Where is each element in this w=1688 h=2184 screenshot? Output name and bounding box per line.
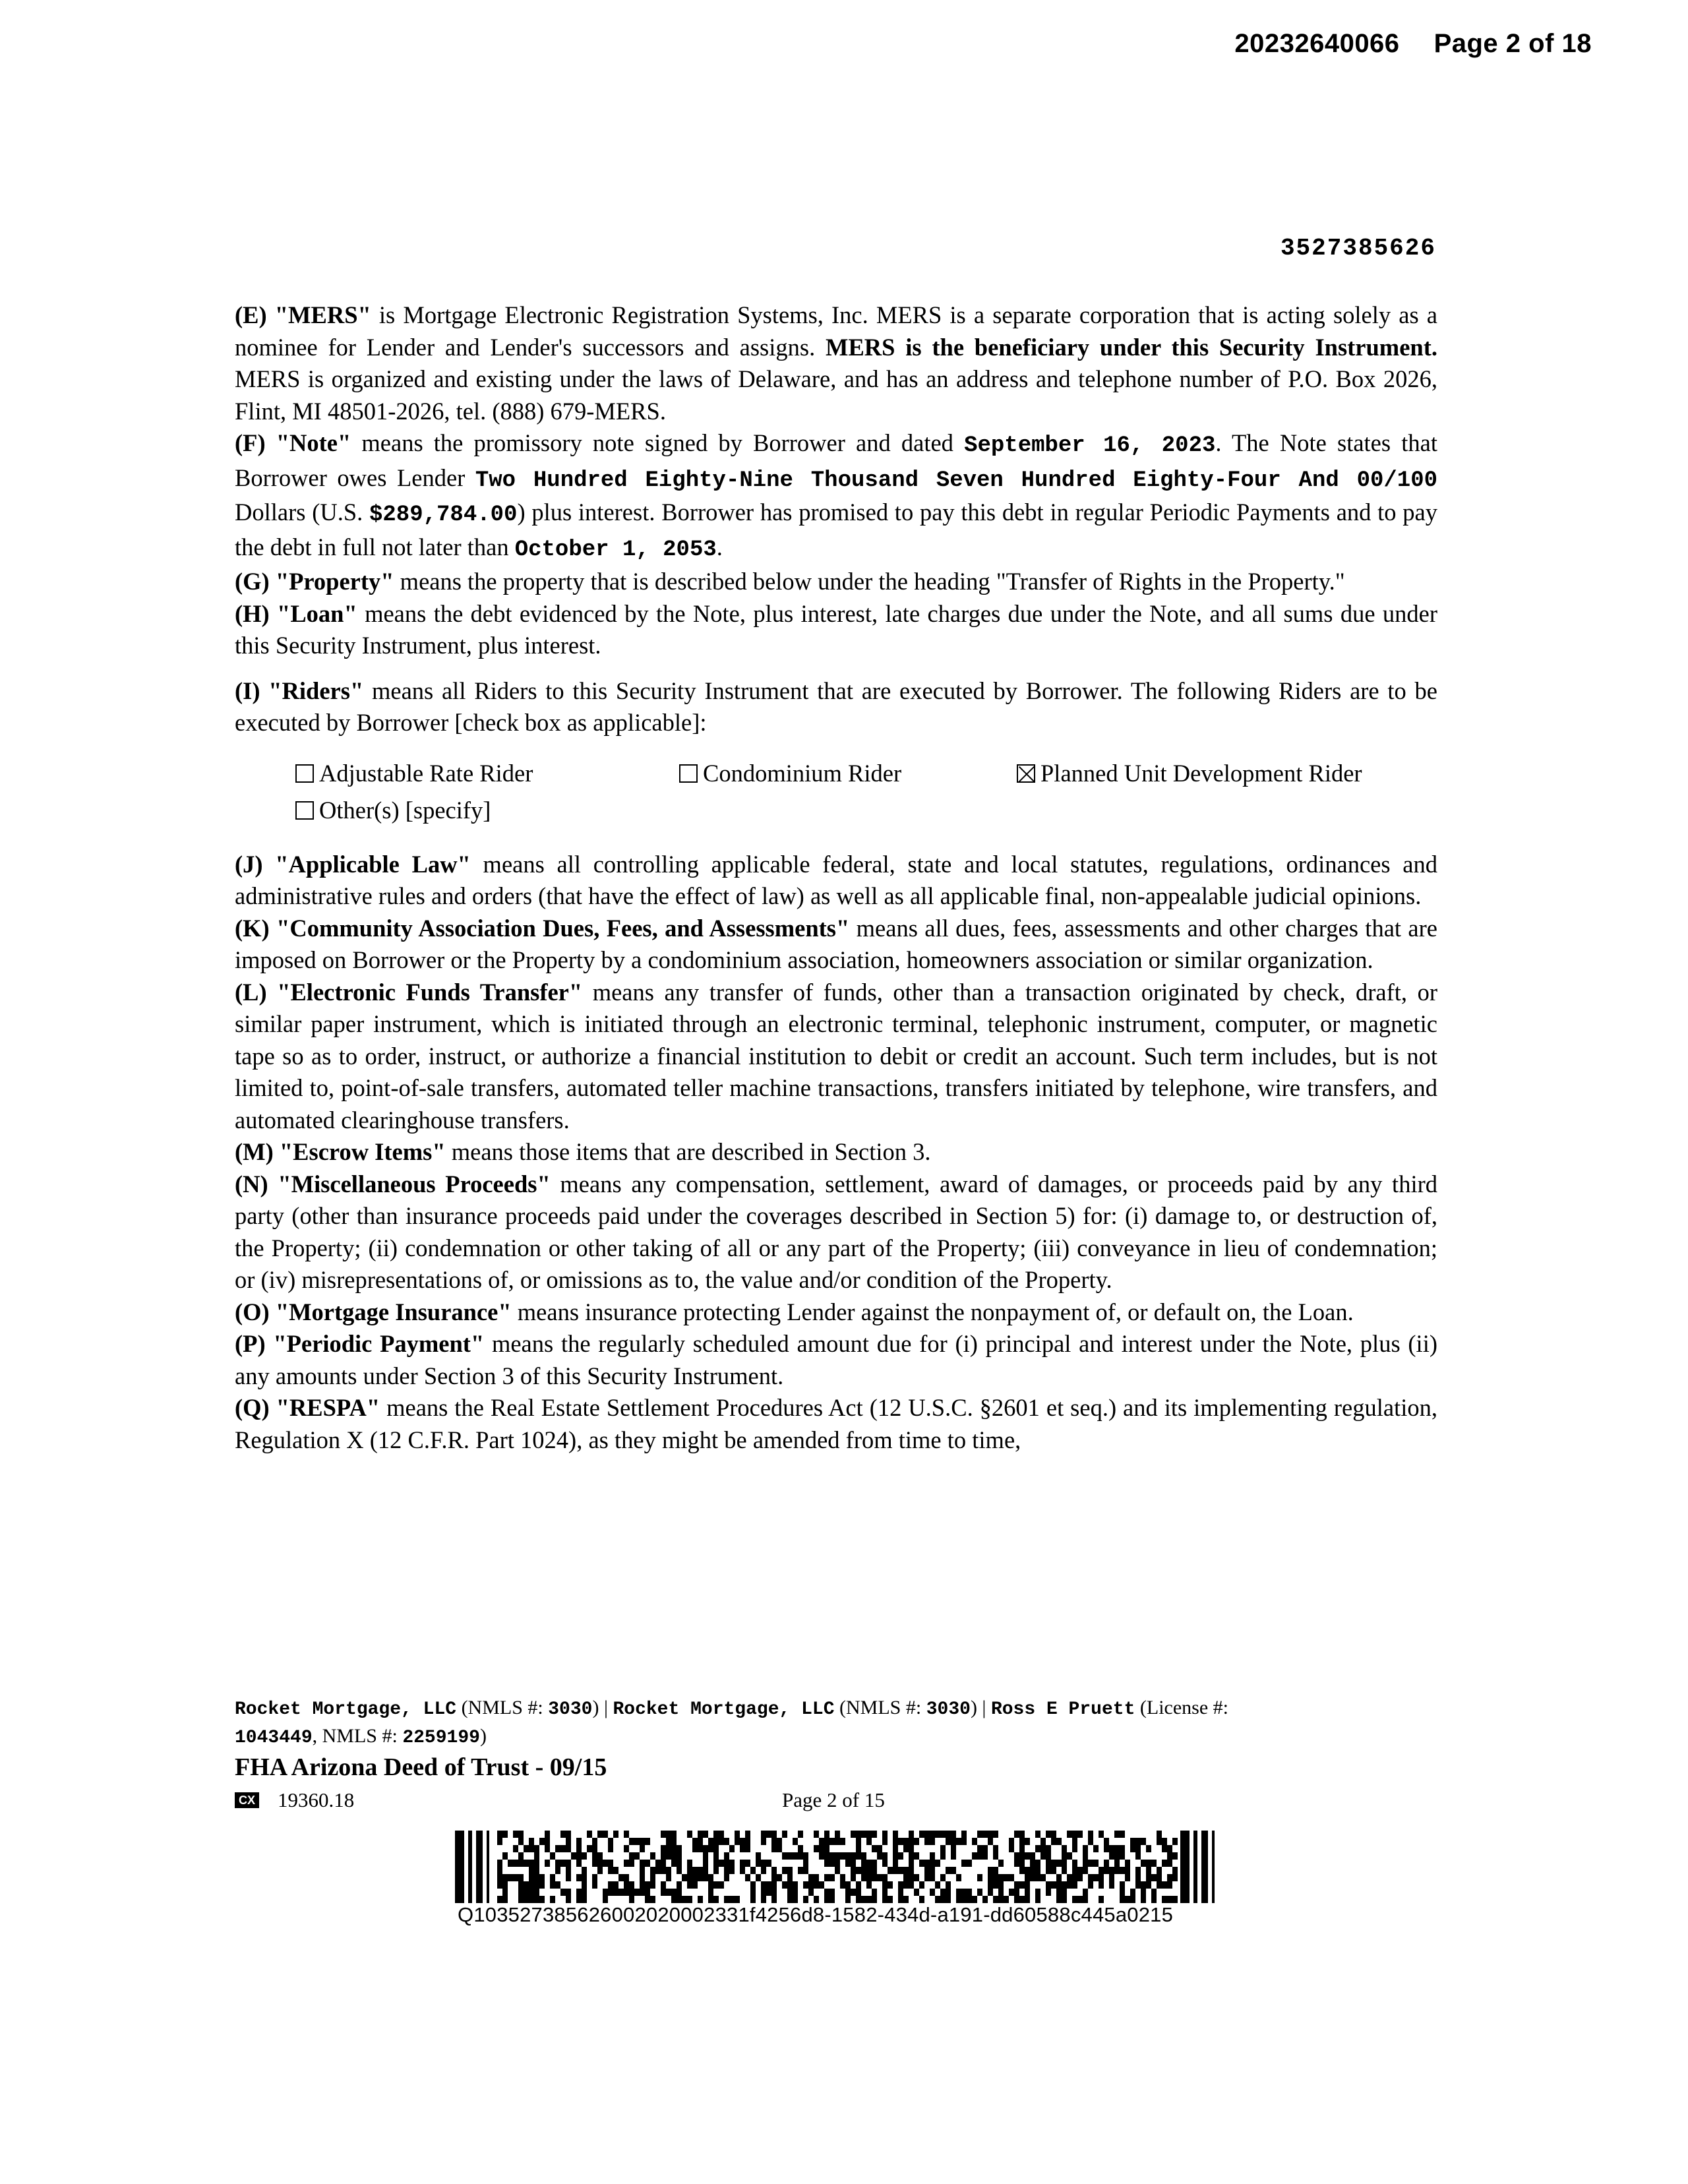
barcode: [455, 1831, 1220, 1903]
rider-other[interactable]: Other(s) [specify]: [295, 795, 679, 826]
riders-checklist: [295, 758, 1437, 826]
definition-i: (I) "Riders" means all Riders to this Security Instrument that are executed by Borrower. The following Riders are to be executed by Borrower [check box as applicable]:: [235, 677, 1437, 736]
form-page-of: Page 2 of 15: [782, 1788, 885, 1811]
form-meta: [235, 1788, 1441, 1815]
maturity-date: October 1, 2053: [514, 537, 717, 562]
definition-o: (O) "Mortgage Insurance" means insurance protecting Lender against the nonpayment of, or default on, the Loan.: [235, 1298, 1354, 1325]
loan-number: 3527385626: [1280, 235, 1436, 262]
definition-m: (M) "Escrow Items" means those items that are described in Section 3.: [235, 1138, 931, 1165]
lender-identification: Rocket Mortgage, LLC (NMLS #: 3030) | Rocket Mortgage, LLC (NMLS #: 3030) | Ross E Pruett (License #: 1043449, NMLS #: 2259199): [235, 1697, 1228, 1748]
definition-l: (L) "Electronic Funds Transfer" means any transfer of funds, other than a transaction originated by check, draft, or similar paper instrument, which is initiated through an electronic terminal, telephonic instrument, computer, or magnetic tape so as to order, instruct, or authorize a financial institution to debit or credit an account. Such term includes, but is not limited to, point-of-sale transfers, automated teller machine transactions, transfers initiated by telephone, wire transfers, and automated clearinghouse transfers.: [235, 978, 1437, 1134]
recording-page-of: Page 2 of 18: [1433, 29, 1592, 58]
rider-adjustable-rate[interactable]: Adjustable Rate Rider: [295, 758, 679, 789]
definition-g: (G) "Property" means the property that is described below under the heading "Transfer of Rights in the Property.": [235, 568, 1345, 595]
definitions-body: [235, 299, 1437, 1456]
recording-header: [1234, 29, 1592, 59]
checkbox-unchecked-icon[interactable]: [679, 764, 698, 783]
form-title: FHA Arizona Deed of Trust - 09/15: [235, 1753, 607, 1781]
recording-number: 20232640066: [1234, 29, 1400, 58]
note-date: September 16, 2023: [964, 433, 1216, 458]
cx-logo-icon: CX: [235, 1792, 259, 1808]
definition-p: (P) "Periodic Payment" means the regularly scheduled amount due for (i) principal and interest under the Note, plus (ii) any amounts under Section 3 of this Security Instrument.: [235, 1330, 1437, 1389]
checkbox-unchecked-icon[interactable]: [295, 764, 314, 783]
amount-words: Two Hundred Eighty-Nine Thousand Seven Hundred Eighty-Four And 00/100: [475, 468, 1437, 493]
checkbox-checked-icon[interactable]: [1017, 764, 1035, 783]
form-number: 19360.18: [278, 1788, 355, 1811]
definition-h: (H) "Loan" means the debt evidenced by the Note, plus interest, late charges due under the Note, and all sums due under this Security Instrument, plus interest.: [235, 599, 1438, 659]
definition-j: (J) "Applicable Law" means all controlling applicable federal, state and local statutes, regulations, ordinances and administrative rules and orders (that have the effect of law) as well as all applicable final, non-appealable judicial opinions.: [235, 850, 1438, 909]
definition-e: (E) "MERS" is Mortgage Electronic Registration Systems, Inc. MERS is a separate corporation that is acting solely as a nominee for Lender and Lender's successors and assigns. MERS is the beneficiary under this Security Instrument. MERS is organized and existing under the laws of Delaware, and has an address and telephone number of P.O. Box 2026, Flint, MI 48501-2026, tel. (888) 679-MERS.: [235, 301, 1437, 425]
barcode-text: Q103527385626002020002331f4256d8-1582-434d-a191-dd60588c445a0215: [458, 1903, 1174, 1926]
definition-q: (Q) "RESPA" means the Real Estate Settlement Procedures Act (12 U.S.C. §2601 et seq.) and its implementing regulation, Regulation X (12 C.F.R. Part 1024), as they might be amended from time to time,: [235, 1394, 1437, 1453]
amount-value: $289,784.00: [369, 502, 518, 528]
definition-k: (K) "Community Association Dues, Fees, and Assessments" means all dues, fees, assessments and other charges that are imposed on Borrower or the Property by a condominium association, homeowners association or similar organization.: [235, 914, 1437, 973]
definition-f: (F) "Note" means the promissory note signed by Borrower and dated September 16, 2023. The Note states that Borrower owes Lender Two Hundred Eighty-Nine Thousand Seven Hundred Eighty-Four And 00/100 Dollars (U.S. $289,784.00) plus interest. Borrower has promised to pay this debt in regular Periodic Payments and to pay the debt in full not later than October 1, 2053.: [235, 429, 1437, 562]
definition-n: (N) "Miscellaneous Proceeds" means any compensation, settlement, award of damages, or proceeds paid by any third party (other than insurance proceeds paid under the coverages described in Section 5) for: (i) damage to, or destruction of, the Property; (ii) condemnation or other taking of all or any part of the Property; (iii) conveyance in lieu of condemnation; or (iv) misrepresentations of, or omissions as to, the value and/or condition of the Property.: [235, 1170, 1437, 1293]
rider-condominium[interactable]: Condominium Rider: [679, 758, 1017, 789]
rider-planned-unit-development[interactable]: Planned Unit Development Rider: [1017, 758, 1437, 789]
checkbox-unchecked-icon[interactable]: [295, 801, 314, 820]
